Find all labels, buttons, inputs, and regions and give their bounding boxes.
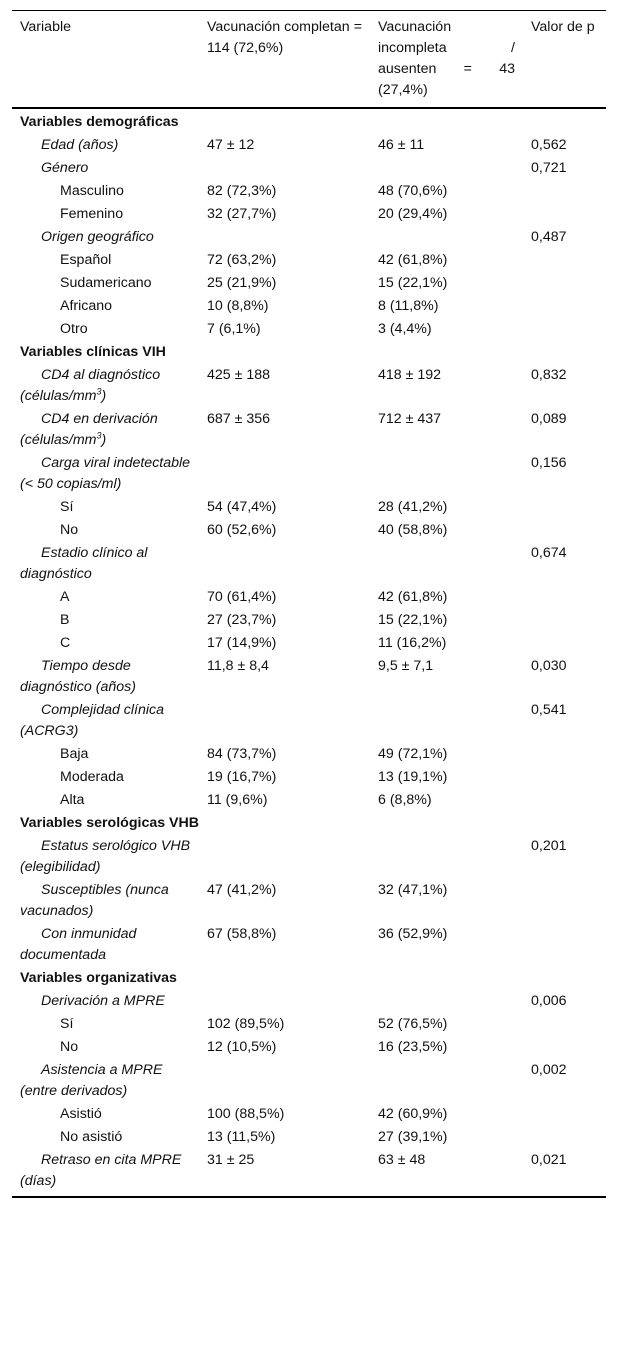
incomplete-vaccination-value: 15 (22,1%): [378, 612, 448, 628]
p-value: 0,021: [531, 1152, 567, 1168]
incomplete-vaccination-value: 42 (61,8%): [378, 252, 448, 268]
section-heading: Variables clínicas VIH: [20, 344, 166, 360]
p-value: 0,674: [531, 545, 567, 561]
incomplete-vaccination-value: 28 (41,2%): [378, 499, 448, 515]
incomplete-vaccination-value: 16 (23,5%): [378, 1039, 448, 1055]
incomplete-vaccination-value: 6 (8,8%): [378, 792, 432, 808]
section-row: [12, 812, 606, 835]
subcategory-row: [12, 766, 606, 789]
p-value: 0,721: [531, 160, 567, 176]
complete-vaccination-value: 425 ± 188: [207, 367, 271, 383]
complete-vaccination-value: 54 (47,4%): [207, 499, 277, 515]
variable-row: [12, 542, 606, 586]
subcategory-row: [12, 272, 606, 295]
p-value: [523, 1036, 606, 1059]
incomplete-vaccination-value: 13 (19,1%): [378, 769, 448, 785]
section-heading: Variables demográficas: [20, 114, 179, 130]
variable-label: Susceptibles (nunca vacunados): [20, 882, 173, 919]
subcategory-label: C: [60, 635, 71, 651]
header-variable: Variable: [20, 19, 71, 35]
incomplete-vaccination-value: [370, 157, 523, 180]
variable-label: Retraso en cita MPRE (días): [20, 1152, 186, 1189]
p-value: [523, 609, 606, 632]
incomplete-vaccination-value: 40 (58,8%): [378, 522, 448, 538]
results-table-container: [12, 10, 606, 1198]
variable-label: Derivación a MPRE: [41, 993, 165, 1009]
variable-row: [12, 990, 606, 1013]
subcategory-label: Asistió: [60, 1106, 102, 1122]
complete-vaccination-value: [199, 226, 370, 249]
p-value: [523, 586, 606, 609]
incomplete-vaccination-value: 46 ± 11: [378, 137, 425, 153]
subcategory-label: Africano: [60, 298, 113, 314]
p-value: [523, 1103, 606, 1126]
complete-vaccination-value: 27 (23,7%): [207, 612, 277, 628]
complete-vaccination-value: [199, 990, 370, 1013]
subcategory-row: [12, 295, 606, 318]
incomplete-vaccination-value: 712 ± 437: [378, 411, 442, 427]
subcategory-label: Español: [60, 252, 112, 268]
variable-row: [12, 923, 606, 967]
complete-vaccination-value: 47 ± 12: [207, 137, 255, 153]
header-row: [12, 11, 606, 109]
complete-vaccination-value: [199, 452, 370, 496]
variable-label: Asistencia a MPRE (entre derivados): [20, 1062, 167, 1099]
complete-vaccination-value: 31 ± 25: [207, 1152, 255, 1168]
variable-row: [12, 1149, 606, 1197]
subcategory-label: No: [60, 1039, 79, 1055]
complete-vaccination-value: 13 (11,5%): [207, 1129, 276, 1145]
incomplete-vaccination-value: [370, 699, 523, 743]
p-value: [523, 743, 606, 766]
variable-row: [12, 226, 606, 249]
variable-label: CD4 en derivación $(células/mm^3)$: [20, 411, 162, 448]
complete-vaccination-value: 11,8 ± 8,4: [207, 658, 269, 674]
incomplete-vaccination-value: 63 ± 48: [378, 1152, 426, 1168]
subcategory-label: Sí: [60, 499, 74, 515]
subcategory-label: Otro: [60, 321, 88, 337]
complete-vaccination-value: 100 (88,5%): [207, 1106, 285, 1122]
variable-row: [12, 879, 606, 923]
p-value: 0,541: [531, 702, 567, 718]
subcategory-label: Alta: [60, 792, 85, 808]
incomplete-vaccination-value: 11 (16,2%): [378, 635, 447, 651]
variable-label: Con inmunidad documentada: [20, 926, 141, 963]
p-value: 0,832: [531, 367, 567, 383]
p-value: 0,030: [531, 658, 567, 674]
p-value: [523, 879, 606, 923]
p-value: [523, 789, 606, 812]
complete-vaccination-value: 47 (41,2%): [207, 882, 277, 898]
p-value: [523, 318, 606, 341]
subcategory-label: B: [60, 612, 70, 628]
complete-vaccination-value: 7 (6,1%): [207, 321, 261, 337]
variable-label: Estatus serológico VHB (elegibilidad): [20, 838, 194, 875]
incomplete-vaccination-value: 49 (72,1%): [378, 746, 448, 762]
complete-vaccination-value: 72 (63,2%): [207, 252, 277, 268]
subcategory-row: [12, 496, 606, 519]
incomplete-vaccination-value: [370, 835, 523, 879]
incomplete-vaccination-value: 20 (29,4%): [378, 206, 448, 222]
section-row: [12, 967, 606, 990]
incomplete-vaccination-value: [370, 226, 523, 249]
incomplete-vaccination-value: 42 (60,9%): [378, 1106, 448, 1122]
subcategory-row: [12, 249, 606, 272]
p-value: [523, 519, 606, 542]
p-value: 0,156: [531, 455, 567, 471]
variable-row: [12, 452, 606, 496]
variable-row: [12, 134, 606, 157]
incomplete-vaccination-value: [370, 542, 523, 586]
complete-vaccination-value: [199, 835, 370, 879]
subcategory-row: [12, 519, 606, 542]
p-value: 0,562: [531, 137, 567, 153]
subcategory-row: [12, 1036, 606, 1059]
complete-vaccination-value: 32 (27,7%): [207, 206, 277, 222]
incomplete-vaccination-value: 418 ± 192: [378, 367, 442, 383]
variable-label: Género: [41, 160, 89, 176]
complete-vaccination-value: 10 (8,8%): [207, 298, 269, 314]
section-heading: Variables serológicas VHB: [20, 815, 200, 831]
incomplete-vaccination-value: 9,5 ± 7,1: [378, 658, 434, 674]
subcategory-row: [12, 1103, 606, 1126]
variable-row: [12, 1059, 606, 1103]
subcategory-row: [12, 1013, 606, 1036]
header-p-value: Valor de p: [531, 19, 595, 35]
complete-vaccination-value: [199, 157, 370, 180]
complete-vaccination-value: [199, 542, 370, 586]
incomplete-vaccination-value: 42 (61,8%): [378, 589, 448, 605]
p-value: [523, 295, 606, 318]
subcategory-label: Sudamericano: [60, 275, 152, 291]
p-value: [523, 203, 606, 226]
section-heading: Variables organizativas: [20, 970, 177, 986]
variable-label: Origen geográfico: [41, 229, 154, 245]
subcategory-label: A: [60, 589, 70, 605]
complete-vaccination-value: 12 (10,5%): [207, 1039, 277, 1055]
complete-vaccination-value: 70 (61,4%): [207, 589, 277, 605]
section-row: [12, 108, 606, 134]
subcategory-row: [12, 203, 606, 226]
subcategory-label: No asistió: [60, 1129, 123, 1145]
complete-vaccination-value: [199, 699, 370, 743]
incomplete-vaccination-value: 36 (52,9%): [378, 926, 448, 942]
incomplete-vaccination-value: [370, 452, 523, 496]
complete-vaccination-value: 102 (89,5%): [207, 1016, 285, 1032]
subcategory-label: Moderada: [60, 769, 124, 785]
variable-label: Tiempo desde diagnóstico (años): [20, 658, 136, 695]
subcategory-row: [12, 180, 606, 203]
complete-vaccination-value: 60 (52,6%): [207, 522, 277, 538]
subcategory-row: [12, 789, 606, 812]
variable-label: Complejidad clínica (ACRG3): [20, 702, 168, 739]
incomplete-vaccination-value: 15 (22,1%): [378, 275, 448, 291]
section-row: [12, 341, 606, 364]
p-value: 0,201: [531, 838, 567, 854]
complete-vaccination-value: [199, 1059, 370, 1103]
table-body: [12, 108, 606, 1197]
p-value: [523, 180, 606, 203]
variable-row: [12, 364, 606, 408]
complete-vaccination-value: 84 (73,7%): [207, 746, 277, 762]
variable-label: CD4 al diagnóstico $(células/mm^3)$: [20, 367, 165, 404]
p-value: 0,006: [531, 993, 567, 1009]
incomplete-vaccination-value: 48 (70,6%): [378, 183, 448, 199]
variable-row: [12, 699, 606, 743]
p-value: [523, 632, 606, 655]
variable-label: Edad (años): [41, 137, 119, 153]
p-value: 0,002: [531, 1062, 567, 1078]
complete-vaccination-value: 82 (72,3%): [207, 183, 277, 199]
variable-label: Estadio clínico al diagnóstico: [20, 545, 152, 582]
variable-row: [12, 655, 606, 699]
p-value: [523, 496, 606, 519]
complete-vaccination-value: 11 (9,6%): [207, 792, 268, 808]
complete-vaccination-value: 17 (14,9%): [207, 635, 277, 651]
subcategory-label: Femenino: [60, 206, 124, 222]
subcategory-row: [12, 632, 606, 655]
p-value: [523, 272, 606, 295]
results-table: [12, 10, 606, 1198]
complete-vaccination-value: 687 ± 356: [207, 411, 271, 427]
incomplete-vaccination-value: 32 (47,1%): [378, 882, 448, 898]
incomplete-vaccination-value: 3 (4,4%): [378, 321, 432, 337]
incomplete-vaccination-value: [370, 1059, 523, 1103]
subcategory-row: [12, 609, 606, 632]
subcategory-label: Sí: [60, 1016, 74, 1032]
incomplete-vaccination-value: 52 (76,5%): [378, 1016, 448, 1032]
incomplete-vaccination-value: 27 (39,1%): [378, 1129, 448, 1145]
variable-row: [12, 408, 606, 452]
complete-vaccination-value: 67 (58,8%): [207, 926, 277, 942]
p-value: 0,089: [531, 411, 567, 427]
subcategory-row: [12, 743, 606, 766]
p-value: [523, 1126, 606, 1149]
subcategory-label: Baja: [60, 746, 89, 762]
incomplete-vaccination-value: [370, 990, 523, 1013]
p-value: [523, 923, 606, 967]
subcategory-row: [12, 586, 606, 609]
subcategory-label: Masculino: [60, 183, 124, 199]
p-value: [523, 766, 606, 789]
variable-label: Carga viral indetectable (< 50 copias/ml): [20, 455, 195, 492]
subcategory-row: [12, 1126, 606, 1149]
variable-row: [12, 157, 606, 180]
subcategory-label: No: [60, 522, 79, 538]
header-complete-vaccination: Vacunación completan = 114 (72,6%): [207, 19, 362, 56]
incomplete-vaccination-value: 8 (11,8%): [378, 298, 439, 314]
p-value: [523, 1013, 606, 1036]
p-value: [523, 249, 606, 272]
header-incomplete-vaccination: Vacunación incompleta / ausenten = 43 (27,4%): [378, 19, 515, 98]
p-value: 0,487: [531, 229, 567, 245]
complete-vaccination-value: 19 (16,7%): [207, 769, 277, 785]
complete-vaccination-value: 25 (21,9%): [207, 275, 277, 291]
table-header: [12, 11, 606, 109]
subcategory-row: [12, 318, 606, 341]
variable-row: [12, 835, 606, 879]
